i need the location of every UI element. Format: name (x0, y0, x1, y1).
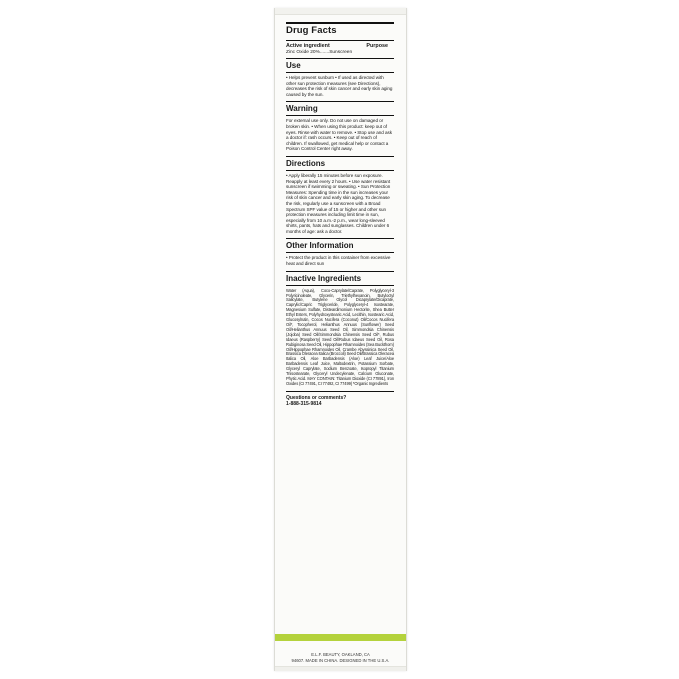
active-ingredient-headers (286, 42, 394, 50)
divider-directions (286, 170, 394, 171)
divider-top (286, 22, 394, 24)
inactive-ingredients-text: Water (Aqua), Coco-Caprylate/Caprate, Polyglyceryl-3 Polyricinoleate, Glycerin, Triethylhexanoin, Butyloctyl Salicylate, Butylene Glycol Dicaprylate/Dicaprate, Caprylic/Capric Triglyceride, Polyglyceryl-4 Isostearate, Magnesium Sulfate, Disteardimonium Hectorite, Shea Butter Ethyl Esters, Polyhydroxystearic Acid, Lecithin, Isostearic Acid, Glucosylrutin, Cocos Nucifera (Coconut) Oil/Cocos Nucifera Oil*, Tocopherol, Helianthus Annuus (Sunflower) Seed Oil/Helianthus Annuus Seed Oil, Simmondsia Chinensis (Jojoba) Seed Oil/Simmondsia Chinensis Seed Oil*, Rubus Idaeus (Raspberry) Seed Oil/Rubus Idaeus Seed Oil, Rosa Rubiginosa Seed Oil, Hippophae Rhamnoides (Sea Buckthorn) Oil/Hippophae Rhamnoides Oil, Crambe Abyssinica Seed Oil, Brassica Oleracea Italica (Broccoli) Seed Oil/Brassica Oleracea Italica Oil, Aloe Barbadensis (Aloe) Leaf Juice/Aloe Barbadensis Leaf Juice, Maltodextrin, Potassium Sorbate, Glyceryl Caprylate, Sodium Benzoate, Isopropyl Titanium Triisostearate, Glyceryl Undecylenate, Calcium Gluconate, Phytic Acid. MAY CONTAIN: Titanium Dioxide (CI 77891), Iron Oxides (CI 77491, CI 77492, CI 77499) *Organic Ingredients (286, 287, 394, 386)
divider-before-questions (286, 391, 394, 392)
section-heading-inactive-ingredients: Inactive Ingredients (286, 273, 362, 283)
divider-warning (286, 115, 394, 116)
divider-before-warning (286, 101, 394, 102)
section-text-use: • Helps prevent sunburn • If used as directed with other sun protection measures (see Directions), decreases the risk of skin cancer and early skin aging caused by the sun. (286, 75, 393, 97)
section-text-warning: For external use only. Do not use on damaged or broken skin. • When using this product: keep out of eyes. Rinse with water to remove. • Stop use and ask a doctor if: rash occurs. • Keep out of reach of children. If swallowed, get medical help or contact a Poison Control Center right away. (286, 118, 392, 152)
purpose-label: Purpose (366, 43, 388, 49)
carton-top-edge (275, 8, 406, 15)
sunscreen-carton (274, 8, 407, 671)
divider-inactive (286, 285, 394, 286)
divider-active-ingredient (286, 58, 394, 59)
active-ingredient-line: Zinc Oxide 20%.......Sunscreen (286, 50, 353, 55)
footer-line-2: 94607. MADE IN CHINA. DESIGNED IN THE U.S.A. (291, 657, 390, 663)
section-text-directions: • Apply liberally 15 minutes before sun exposure. Reapply at least every 2 hours. • Use water resistant sunscreen if swimming or sweating. • Sun Protection Measures: Spending time in the sun increases your risk of skin cancer and early skin aging. To decrease the risk, regularly use a sunscreen with a Broad Spectrum SPF value of 15 or higher and other sun protection measures including limit time in sun, especially from 10 a.m.-2 p.m., wear long-sleeved shirts, pants, hats and sunglasses. Children under 6 months of age: ask a doctor. (286, 172, 391, 234)
divider-other-info (286, 252, 394, 253)
drug-facts-panel (286, 20, 394, 408)
drug-facts-title: Drug Facts (286, 25, 337, 36)
section-heading-other-information: Other Information (286, 241, 354, 251)
divider-under-title (286, 40, 394, 41)
divider-before-directions (286, 156, 394, 157)
carton-bottom-edge (275, 666, 406, 671)
customer-service-phone: 1-888-315-9814 (286, 401, 322, 408)
divider-before-inactive (286, 271, 394, 272)
manufacturer-footer (281, 652, 400, 663)
active-ingredient-label: Active ingredient (286, 43, 330, 49)
divider-before-other-info (286, 238, 394, 239)
section-text-other-information: • Protect the product in this container from excessive heat and direct sun (286, 255, 391, 267)
divider-use (286, 72, 394, 73)
footer-line-1: E.L.F. BEAUTY, OAKLAND, CA (311, 652, 370, 658)
section-heading-warning: Warning (286, 104, 318, 114)
questions-label: Questions or comments? (286, 394, 347, 401)
section-heading-directions: Directions (286, 158, 326, 168)
section-heading-use: Use (286, 61, 301, 70)
green-accent-band (275, 634, 406, 641)
